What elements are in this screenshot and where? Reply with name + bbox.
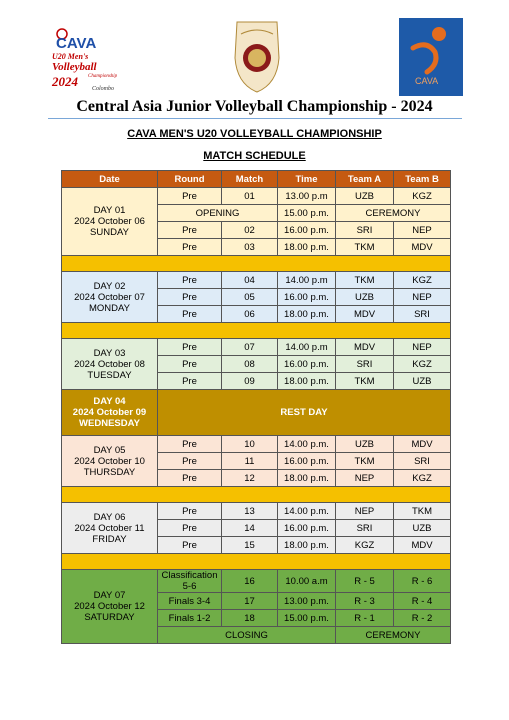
title-divider xyxy=(48,118,462,119)
date-line: 2024 October 08 xyxy=(74,358,145,370)
match-number-cell: 02 xyxy=(222,222,278,239)
table-row xyxy=(62,390,451,436)
team-b-cell: UZB xyxy=(394,373,451,390)
date-cell xyxy=(62,436,158,487)
team-a-cell: NEP xyxy=(336,470,394,487)
logo-text: U20 Men's xyxy=(52,52,89,61)
time-cell: 18.00 p.m. xyxy=(278,306,336,323)
round-cell: Pre xyxy=(158,470,222,487)
team-b-cell: KGZ xyxy=(394,470,451,487)
col-date-header: Date xyxy=(62,171,158,188)
date-line: 2024 October 11 xyxy=(74,522,145,534)
round-cell: Pre xyxy=(158,239,222,256)
date-line: SUNDAY xyxy=(90,227,129,238)
match-schedule-table xyxy=(61,170,451,644)
team-b-cell: KGZ xyxy=(394,356,451,373)
match-number-cell: 08 xyxy=(222,356,278,373)
date-line: TUESDAY xyxy=(87,369,132,381)
team-b-cell: SRI xyxy=(394,453,451,470)
date-cell xyxy=(62,188,158,256)
team-a-cell: SRI xyxy=(336,222,394,239)
time-cell: 14.00 p.m xyxy=(278,272,336,289)
team-a-cell: NEP xyxy=(336,503,394,520)
col-team-b-header: Team B xyxy=(394,171,451,188)
round-cell: Pre xyxy=(158,339,222,356)
time-cell: 18.00 p.m. xyxy=(278,373,336,390)
federation-crest-icon xyxy=(227,18,287,96)
match-number-cell: 04 xyxy=(222,272,278,289)
round-cell: Finals 3-4 xyxy=(158,593,222,610)
time-cell: 18.00 p.m. xyxy=(278,537,336,554)
logo-text: CAVA xyxy=(56,35,97,52)
date-line: DAY 01 xyxy=(93,205,126,216)
spacer-cell xyxy=(62,256,451,272)
team-b-cell: MDV xyxy=(394,239,451,256)
col-match-header: Match xyxy=(222,171,278,188)
team-b-cell: UZB xyxy=(394,520,451,537)
rest-day-cell: REST DAY xyxy=(158,390,451,436)
ceremony-label-cell: CEREMONY xyxy=(336,627,451,644)
team-b-cell: MDV xyxy=(394,436,451,453)
team-a-cell: UZB xyxy=(336,289,394,306)
team-a-cell: R - 1 xyxy=(336,610,394,627)
table-row xyxy=(62,272,451,289)
time-cell: 14.00 p.m. xyxy=(278,436,336,453)
spacer-row xyxy=(62,323,451,339)
team-a-cell: MDV xyxy=(336,339,394,356)
date-line: FRIDAY xyxy=(92,533,127,545)
match-number-cell: 07 xyxy=(222,339,278,356)
match-number-cell: 14 xyxy=(222,520,278,537)
match-number-cell: 18 xyxy=(222,610,278,627)
championship-title: CAVA MEN'S U20 VOLLEYBALL CHAMPIONSHIP xyxy=(127,128,382,140)
match-number-cell: 01 xyxy=(222,188,278,205)
round-cell: Pre xyxy=(158,503,222,520)
time-cell: 16.00 p.m. xyxy=(278,356,336,373)
date-line: 2024 October 07 xyxy=(74,291,145,303)
match-number-cell: 16 xyxy=(222,570,278,593)
team-b-cell: TKM xyxy=(394,503,451,520)
logo-text: CAVA xyxy=(415,76,439,86)
team-b-cell: NEP xyxy=(394,289,451,306)
date-line: SATURDAY xyxy=(84,612,135,623)
team-a-cell: R - 3 xyxy=(336,593,394,610)
time-cell: 13.00 p.m xyxy=(278,188,336,205)
date-line: DAY 05 xyxy=(93,444,126,456)
ceremony-label-cell: OPENING xyxy=(158,205,278,222)
match-number-cell: 12 xyxy=(222,470,278,487)
ceremony-label-cell: CEREMONY xyxy=(336,205,451,222)
team-a-cell: TKM xyxy=(336,272,394,289)
time-cell: 16.00 p.m. xyxy=(278,453,336,470)
logo-text: 2024 xyxy=(52,74,78,89)
team-b-cell: SRI xyxy=(394,306,451,323)
round-cell: Pre xyxy=(158,453,222,470)
round-cell: Pre xyxy=(158,436,222,453)
date-line: 2024 October 10 xyxy=(74,455,145,467)
date-cell xyxy=(62,390,158,436)
team-a-cell: R - 5 xyxy=(336,570,394,593)
team-b-cell: MDV xyxy=(394,537,451,554)
time-cell: 16.00 p.m. xyxy=(278,289,336,306)
date-cell xyxy=(62,503,158,554)
team-b-cell: NEP xyxy=(394,222,451,239)
time-cell: 16.00 p.m. xyxy=(278,520,336,537)
date-line: DAY 02 xyxy=(93,280,126,292)
team-b-cell: R - 6 xyxy=(394,570,451,593)
table-header-row xyxy=(62,171,451,188)
round-cell: Classification 5-6 xyxy=(158,570,222,593)
match-number-cell: 13 xyxy=(222,503,278,520)
match-number-cell: 17 xyxy=(222,593,278,610)
team-b-cell: KGZ xyxy=(394,188,451,205)
team-a-cell: TKM xyxy=(336,239,394,256)
match-number-cell: 11 xyxy=(222,453,278,470)
logo-text: Colombo xyxy=(92,86,115,92)
spacer-row xyxy=(62,554,451,570)
cava-logo-icon xyxy=(399,18,463,96)
date-line: DAY 06 xyxy=(93,511,126,523)
round-cell: Pre xyxy=(158,222,222,239)
round-cell: Pre xyxy=(158,520,222,537)
match-number-cell: 05 xyxy=(222,289,278,306)
time-cell: 14.00 p.m xyxy=(278,339,336,356)
logo-text: Volleyball xyxy=(52,61,97,73)
match-number-cell: 09 xyxy=(222,373,278,390)
time-cell: 15.00 p.m. xyxy=(278,610,336,627)
spacer-cell xyxy=(62,487,451,503)
date-line: DAY 04 xyxy=(93,396,126,407)
date-line: DAY 03 xyxy=(93,347,126,359)
round-cell: Pre xyxy=(158,356,222,373)
date-line: THURSDAY xyxy=(83,466,136,478)
team-a-cell: UZB xyxy=(336,436,394,453)
round-cell: Pre xyxy=(158,272,222,289)
match-number-cell: 10 xyxy=(222,436,278,453)
col-time-header: Time xyxy=(278,171,336,188)
table-row xyxy=(62,570,451,593)
team-a-cell: UZB xyxy=(336,188,394,205)
round-cell: Pre xyxy=(158,188,222,205)
date-line: WEDNESDAY xyxy=(79,418,140,429)
ceremony-label-cell: CLOSING xyxy=(158,627,336,644)
table-row xyxy=(62,339,451,356)
time-cell: 14.00 p.m. xyxy=(278,503,336,520)
date-cell xyxy=(62,272,158,323)
team-a-cell: TKM xyxy=(336,373,394,390)
spacer-row xyxy=(62,487,451,503)
col-team-a-header: Team A xyxy=(336,171,394,188)
time-cell: 16.00 p.m. xyxy=(278,222,336,239)
team-a-cell: SRI xyxy=(336,520,394,537)
date-line: 2024 October 06 xyxy=(74,216,145,227)
logo-text: Championship xyxy=(88,74,118,79)
time-cell: 10.00 a.m xyxy=(278,570,336,593)
team-b-cell: KGZ xyxy=(394,272,451,289)
team-a-cell: SRI xyxy=(336,356,394,373)
team-a-cell: MDV xyxy=(336,306,394,323)
team-b-cell: NEP xyxy=(394,339,451,356)
time-cell: 18.00 p.m. xyxy=(278,239,336,256)
round-cell: Finals 1-2 xyxy=(158,610,222,627)
schedule-title: MATCH SCHEDULE xyxy=(203,150,306,162)
page-title: Central Asia Junior Volleyball Championship - 2024 xyxy=(76,98,433,115)
round-cell: Pre xyxy=(158,373,222,390)
match-number-cell: 06 xyxy=(222,306,278,323)
time-cell: 18.00 p.m. xyxy=(278,470,336,487)
round-cell: Pre xyxy=(158,537,222,554)
table-row xyxy=(62,436,451,453)
match-number-cell: 03 xyxy=(222,239,278,256)
team-b-cell: R - 4 xyxy=(394,593,451,610)
team-b-cell: R - 2 xyxy=(394,610,451,627)
team-a-cell: KGZ xyxy=(336,537,394,554)
time-cell: 15.00 p.m. xyxy=(278,205,336,222)
date-line: MONDAY xyxy=(89,302,130,314)
spacer-cell xyxy=(62,554,451,570)
table-row xyxy=(62,503,451,520)
team-a-cell: TKM xyxy=(336,453,394,470)
match-number-cell: 15 xyxy=(222,537,278,554)
round-cell: Pre xyxy=(158,289,222,306)
col-round-header: Round xyxy=(158,171,222,188)
round-cell: Pre xyxy=(158,306,222,323)
date-line: DAY 07 xyxy=(93,590,126,601)
date-line: 2024 October 09 xyxy=(72,407,147,418)
date-cell xyxy=(62,570,158,644)
spacer-cell xyxy=(62,323,451,339)
spacer-row xyxy=(62,256,451,272)
cava-u20-logo xyxy=(48,24,128,94)
date-cell xyxy=(62,339,158,390)
time-cell: 13.00 p.m. xyxy=(278,593,336,610)
table-row xyxy=(62,188,451,205)
date-line: 2024 October 12 xyxy=(74,601,145,612)
